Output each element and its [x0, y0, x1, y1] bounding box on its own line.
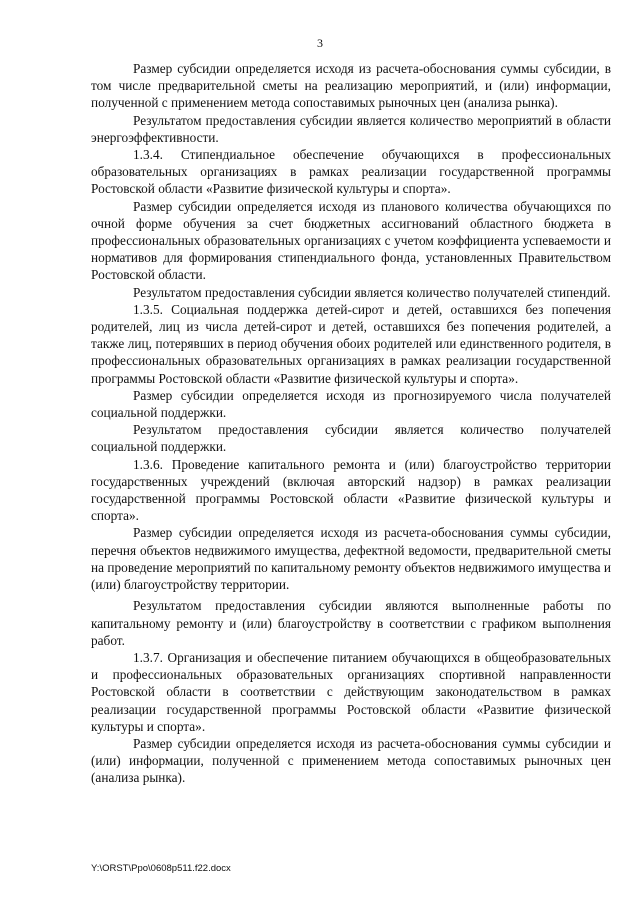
file-path-footer: Y:\ORST\Ppo\0608p511.f22.docx: [91, 863, 231, 874]
paragraph: Размер субсидии определяется исходя из прогнозируемого числа получателей социальной поддержки.: [91, 387, 611, 421]
paragraph: 1.3.6. Проведение капитального ремонта и (или) благоустройство территории государственных учреждений (включая авторский надзор) в рамках реализации государственной программы Ростовской области «Развитие физической культуры и спорта».: [91, 456, 611, 524]
page-number: 3: [317, 36, 323, 50]
paragraph: Результатом предоставления субсидии является количество мероприятий в области энергоэффективности.: [91, 112, 611, 145]
paragraph: 1.3.5. Социальная поддержка детей-сирот и детей, оставшихся без попечения родителей, лиц из числа детей-сирот и детей, оставшихся без попечения родителей, а также лиц, потерявших в период обучения обоих родителей или единственного родителя, в профессиональных образовательных организациях в рамках реализации государственной программы Ростовской области «Развитие физической культуры и спорта».: [91, 301, 611, 386]
paragraph: Размер субсидии определяется исходя из расчета-обоснования суммы субсидии, перечня объектов недвижимого имущества, дефектной ведомости, предварительной сметы на проведение мероприятий по капитальному ремонту объектов недвижимого имущества и (или) благоустройству территории.: [91, 525, 611, 593]
paragraph: Размер субсидии определяется исходя из расчета-обоснования суммы субсидии и (или) информации, полученной с применением метода сопоставимых рыночных цен (анализа рынка).: [91, 735, 611, 786]
paragraph: Размер субсидии определяется исходя из планового количества обучающихся по очной форме обучения за счет бюджетных ассигнований областного бюджета в профессиональных образовательных организациях с учетом коэффициента успеваемости и нормативов для формирования стипендиального фонда, установленных Правительством Ростовской области.: [91, 198, 611, 283]
paragraph: Размер субсидии определяется исходя из расчета-обоснования суммы субсидии, в том числе предварительной сметы на реализацию мероприятий, и (или) информации, полученной с применением метода сопоставимых рыночных цен (анализа рынка).: [91, 61, 611, 111]
paragraph: Результатом предоставления субсидии является количество получателей социальной поддержки.: [91, 422, 611, 455]
paragraph: Результатом предоставления субсидии является количество получателей стипендий.: [133, 284, 611, 300]
paragraph: 1.3.4. Стипендиальное обеспечение обучающихся в профессиональных образовательных организациях в рамках реализации государственной программы Ростовской области «Развитие физической культуры и спорта».: [91, 147, 611, 197]
paragraph: Результатом предоставления субсидии являются выполненные работы по капитальному ремонту и (или) благоустройству в соответствии с графиком выполнения работ.: [91, 598, 611, 648]
paragraph: 1.3.7. Организация и обеспечение питанием обучающихся в общеобразовательных и профессиональных образовательных организациях спортивной направленности Ростовской области в соответствии с действующим законодательством в рамках реализации государственной программы Ростовской области «Развитие физической культуры и спорта».: [91, 649, 611, 734]
document-body: [91, 60, 611, 787]
